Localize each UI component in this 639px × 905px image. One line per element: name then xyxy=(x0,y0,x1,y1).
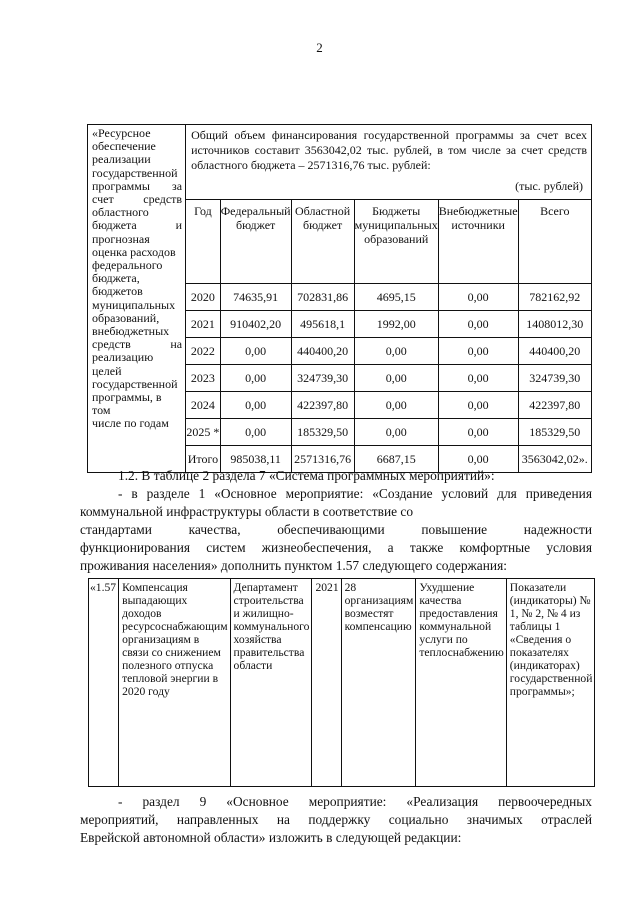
description-line: муниципальных xyxy=(92,297,176,312)
description-line: реализации xyxy=(92,152,151,167)
measure-table xyxy=(88,578,595,787)
header-federal: Федеральный бюджет xyxy=(220,200,291,284)
description-line: образований, xyxy=(92,310,160,325)
header-year: Год xyxy=(186,200,221,284)
description-line: «Ресурсное xyxy=(92,126,151,140)
description-line: программы, в том xyxy=(92,390,162,418)
paragraph-section-9: - раздел 9 «Основное мероприятие: «Реализация первоочередных мероприятий, направленных на поддержку социально значимых отраслей Еврейской автономной области» изложить в следующей редакции: xyxy=(80,794,592,845)
header-regional: Областной бюджет xyxy=(291,200,354,284)
measure-row xyxy=(89,579,595,787)
description-line: счет средств xyxy=(92,192,183,207)
table-row: 2022 0,00 440400,20 0,00 0,00 440400,20 xyxy=(88,338,592,365)
description-line: программы за xyxy=(92,178,183,193)
resource-description xyxy=(88,125,186,473)
description-line: государственной xyxy=(92,165,178,180)
description-line: внебюджетных xyxy=(92,324,170,339)
page-number: 2 xyxy=(316,40,323,55)
description-line: оценка расходов xyxy=(92,244,176,259)
description-line: областного xyxy=(92,205,149,220)
measure-name: Компенсация выпадающих доходов ресурсоснабжающим организациям в связи со снижением полезного отпуска тепловой энергии в 2020 году xyxy=(119,579,230,787)
description-line: бюджета, xyxy=(92,271,140,286)
header-municipal: Бюджеты муниципальных образований xyxy=(354,200,438,284)
description-line: реализацию xyxy=(92,350,154,365)
description-line: прогнозная xyxy=(92,231,150,246)
resource-table xyxy=(87,124,592,473)
table-total-row: Итого 985038,11 2571316,76 6687,15 0,00 3563042,02». xyxy=(88,446,592,473)
table-row: 2024 0,00 422397,80 0,00 0,00 422397,80 xyxy=(88,392,592,419)
measure-consequence: Ухудшение качества предоставления коммунальной услуги по теплоснабжению xyxy=(416,579,506,787)
paragraph-section-1: - в разделе 1 «Основное мероприятие: «Создание условий для приведения коммунальной инфраструктуры области в соответствие со стандартами качества, обеспечивающими повышение надежности функционирования систем жизнеобеспечения, а также комфортные условия проживания населения» дополнить пунктом 1.57 следующего содержания: xyxy=(80,486,592,573)
table-row: 2020 74635,91 702831,86 4695,15 0,00 782162,92 xyxy=(88,284,592,311)
description-line: числе по годам xyxy=(92,416,169,431)
measure-year: 2021 xyxy=(312,579,341,787)
description-line: обеспечение xyxy=(92,139,156,154)
header-extrabudget: Внебюджетные источники xyxy=(438,200,518,284)
units-label: (тыс. рублей) xyxy=(515,179,583,193)
financing-summary: Общий объем финансирования государственной программы за счет всех источников составит 3563042,02 тыс. рублей, в том числе за счет средств областного бюджета – 2571316,76 тыс. рублей: (тыс. рублей) xyxy=(186,125,592,200)
measure-result: 28 организациям возместят компенсацию xyxy=(341,579,416,787)
table-row: 2023 0,00 324739,30 0,00 0,00 324739,30 xyxy=(88,365,592,392)
table-row: 2025 * 0,00 185329,50 0,00 0,00 185329,50 xyxy=(88,419,592,446)
header-total: Всего xyxy=(518,200,591,284)
measure-indicators: Показатели (индикаторы) № 1, № 2, № 4 из таблицы 1 «Сведения о показателях (индикаторах) государственной программы»; xyxy=(506,579,595,787)
description-line: целей xyxy=(92,363,122,378)
description-line: бюджета и xyxy=(92,218,183,233)
measure-code: «1.57 xyxy=(89,579,119,787)
description-line: государственной xyxy=(92,376,178,391)
table-row: 2021 910402,20 495618,1 1992,00 0,00 1408012,30 xyxy=(88,311,592,338)
description-line: федерального xyxy=(92,258,163,273)
description-line: средств на xyxy=(92,337,183,352)
measure-executor: Департамент строительства и жилищно-коммунального хозяйства правительства области xyxy=(230,579,312,787)
paragraph-1-2: 1.2. В таблице 2 раздела 7 «Система программных мероприятий»: xyxy=(118,468,495,483)
description-line: бюджетов xyxy=(92,284,143,299)
